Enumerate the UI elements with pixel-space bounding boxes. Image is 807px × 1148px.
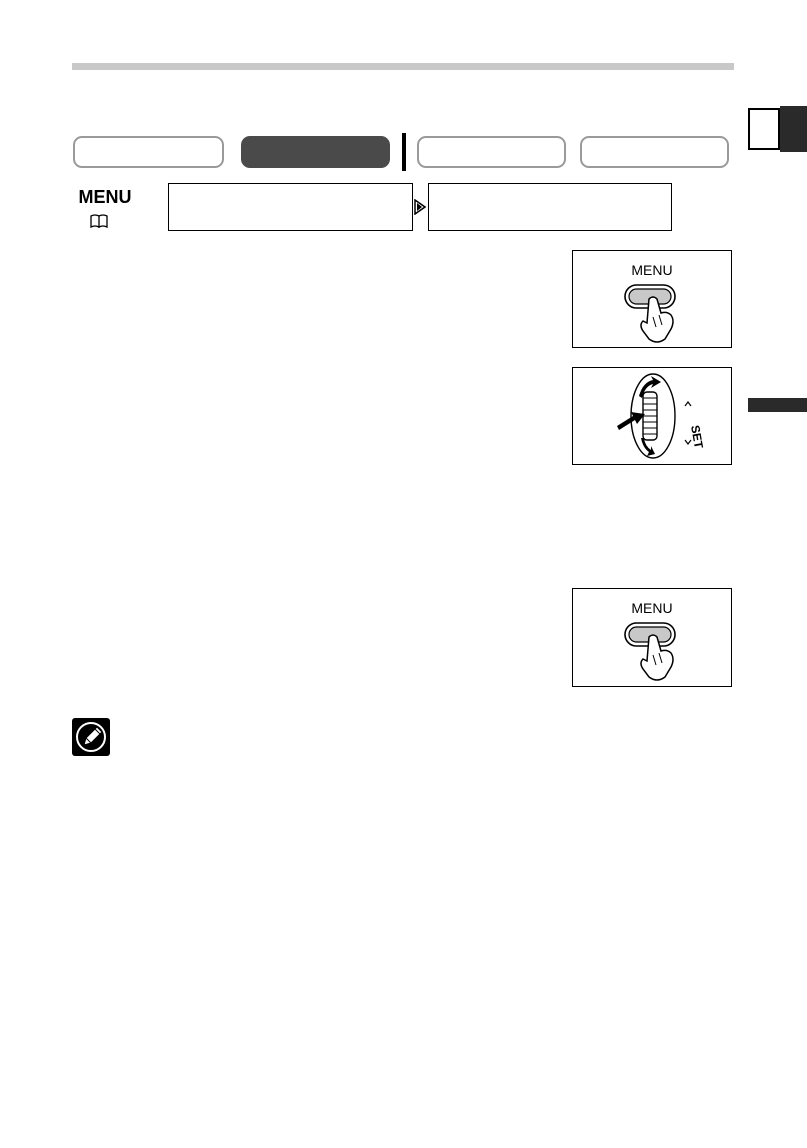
svg-text:SET: SET	[688, 424, 706, 450]
side-index-square	[748, 108, 780, 150]
hand-pointer-icon	[573, 251, 733, 349]
mode-tab-4	[580, 136, 729, 168]
menu-button-illustration-1	[572, 250, 732, 348]
hand-pointer-icon	[573, 589, 733, 688]
pencil-note-icon	[72, 718, 110, 756]
menu-path-box-1	[168, 183, 413, 231]
side-index-tab	[748, 398, 807, 412]
menu-path-box-2	[428, 183, 672, 231]
svg-text:MENU: MENU	[78, 187, 132, 205]
book-icon	[90, 214, 108, 228]
mode-tab-1	[73, 136, 224, 168]
mode-tab-3	[417, 136, 566, 168]
tab-divider	[402, 133, 406, 171]
set-dial-illustration	[572, 367, 732, 465]
arrow-right-icon	[414, 199, 426, 215]
menu-button-illustration-2	[572, 588, 732, 687]
set-dial-icon	[573, 368, 733, 466]
menu-button-label: MENU	[631, 600, 673, 616]
side-index-fill	[780, 106, 807, 152]
menu-button-label: MENU	[631, 262, 673, 278]
top-rule	[72, 63, 734, 70]
mode-tab-2-active	[241, 136, 390, 168]
menu-logo	[69, 187, 141, 205]
